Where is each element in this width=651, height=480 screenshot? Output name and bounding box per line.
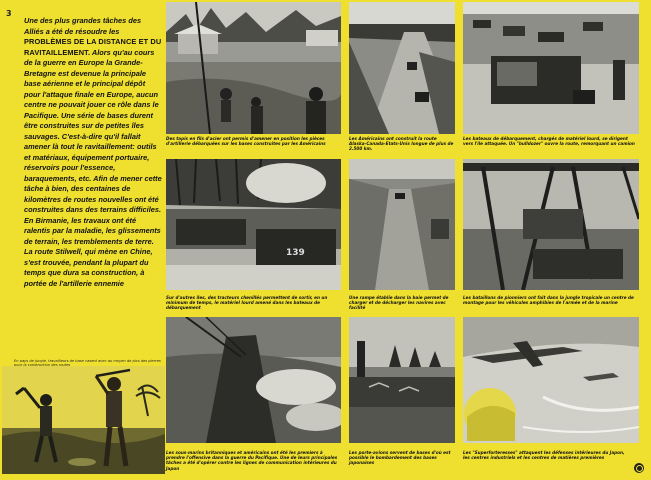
intro-text: [24, 16, 162, 289]
superfortress-photo: [463, 317, 639, 443]
svg-text:139: 139: [286, 248, 305, 258]
intro-part1: Une des plus grandes tâches des Alliés a été de résoudre les: [24, 16, 142, 36]
page-number: 3: [6, 9, 12, 18]
publisher-emblem-icon: [633, 462, 645, 474]
caption-tractors: Sur d'autres îles, des tracteurs chenillés permettent de sortir, en un minimum de temps, le matériel lourd amené dans les bateaux de débarquement: [166, 295, 328, 311]
jungle-assembly-photo: [463, 159, 639, 290]
caption-alaska-road: Les Américains ont construit la route Alaska-Canada-Etats-Unis longue de plus de 2.500 km.: [349, 136, 454, 152]
soldiers-camp-photo: [166, 2, 341, 134]
landing-boats-photo: [463, 2, 639, 134]
caption-superfortress: Les "Superforteresses" attaquent les défenses intérieures du Japon, les centres industriels et les centres de matières premières: [463, 450, 625, 461]
aircraft-carrier-photo: [349, 317, 455, 443]
submarine-photo: [166, 317, 341, 443]
caption-submarines: Les sous-marins britanniques et américains ont été les premiers à prendre l'offensive dans la guerre du Pacifique. Une de leurs principales tâches a été d'opérer contre les lignes de communication intérieures du Japon: [166, 450, 338, 471]
caption-carriers: Les porte-avions servent de bases d'où est possible le bombardement des bases japonaises: [349, 450, 451, 466]
caption-road-workers: En pays de jungle, travailleurs de base casent avec au moyen de pics des pierres: [14, 359, 161, 363]
caption-ramp: Une rampe établie dans la baie permet de charger et de décharger les navires avec facilité: [349, 295, 449, 311]
caption-steel-mats: Des tapis en fils d'acier ont permis d'amener en position les pièces d'artillerie débarquées sur les bases construites par les Américains: [166, 136, 326, 147]
intro-headline: PROBLÈMES DE LA DISTANCE ET DU RAVITAILLEMENT.: [24, 37, 162, 57]
ramp-bay-photo: [349, 159, 455, 290]
caption-landing-boats: Les bateaux de débarquement, chargés de matériel lourd, se dirigent vers l'île attaquée. Un "bulldozer" ouvre la route, remorquant un camion: [463, 136, 635, 147]
intro-part2: Alors qu'au cours de la guerre en Europe la Grande-Bretagne est devenue la principale base aérienne et le principal dépôt pour l'attaque finale en Europe, aucun centre ne pouvait jouer ce rôle dans le Pacifique. Une série de bases durent être construites sur de petites îles sauvages. C'est-à-dire qu'il fallait amener là tout le ravitaillement: outils et matériaux, équipement portuaire, réservoirs pour l'essence, baraquements, etc. Afin de mener cette tâche à bien, des centaines de kilomètres de routes nouvelles ont été construites dans des terrains difficiles. En Birmanie, les travaux ont été ralentis par la maladie, les glissements de terrain, les tremblements de terre. La route Stilwell, qui mène en Chine, s'est trouvée, pendant la plupart du temps que dura sa construction, à portée de l'artillerie ennemie: [24, 47, 162, 288]
road-workers-photo: [2, 366, 165, 474]
caption-jungle-assembly: Les bataillons de pionniers ont fait dans la jungle tropicale un centre de montage pour les véhicules amphibies de l'armée et de la marine: [463, 295, 634, 306]
alaska-road-photo: [349, 2, 455, 134]
tractors-beach-photo: [166, 159, 341, 290]
